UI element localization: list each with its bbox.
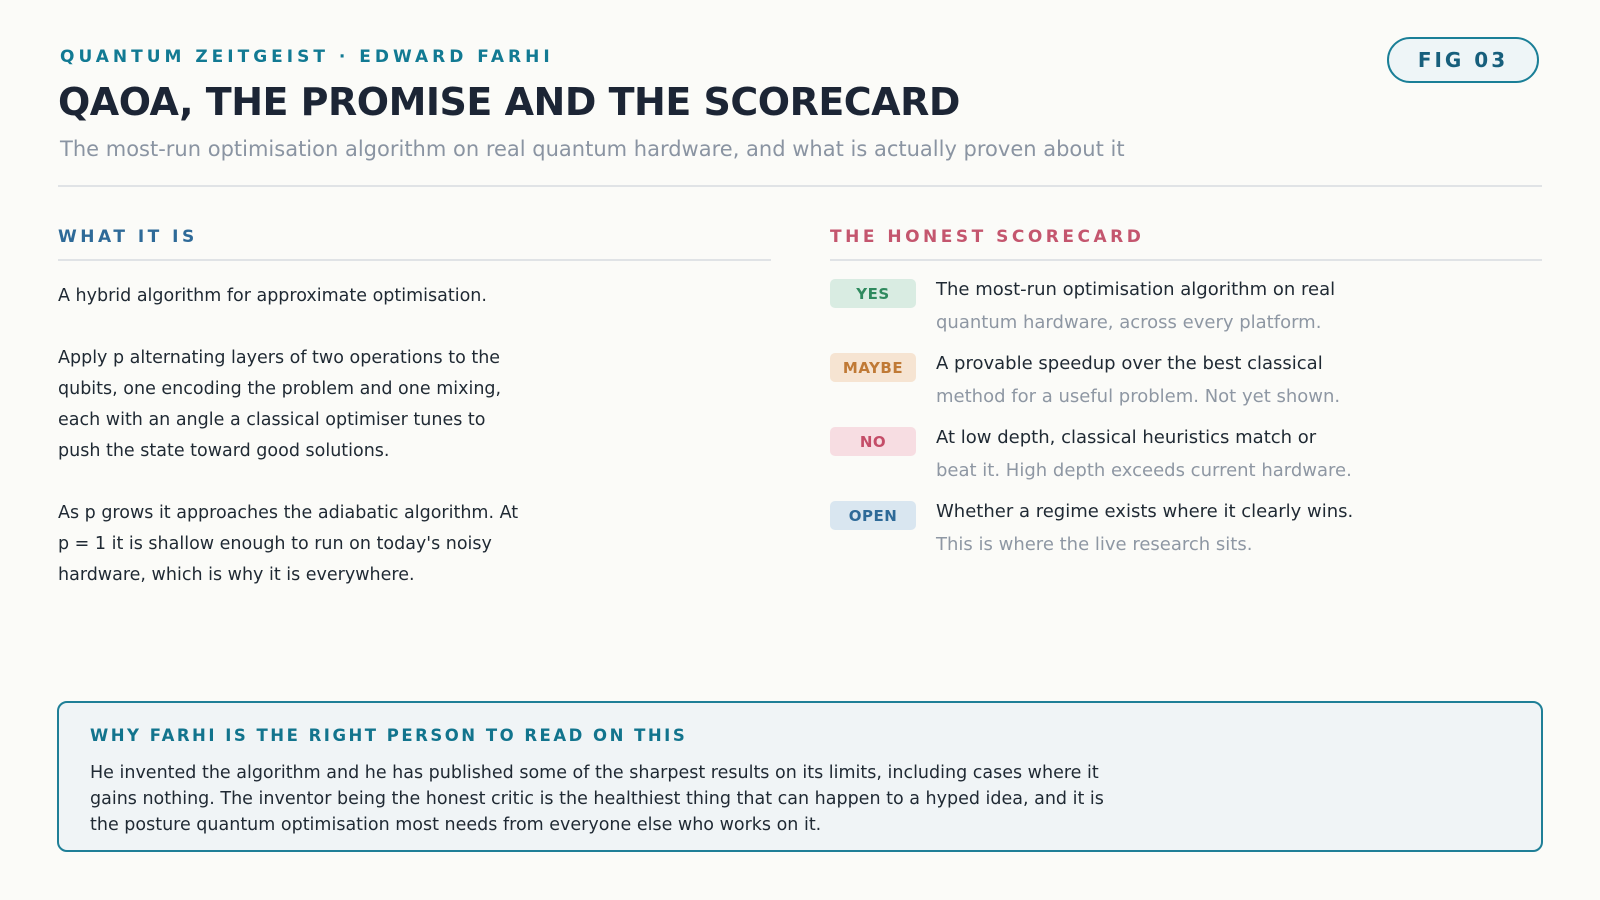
- page-title: QAOA, THE PROMISE AND THE SCORECARD: [58, 80, 960, 124]
- what-it-is-paragraph: As p grows it approaches the adiabatic algorithm. At p = 1 it is shallow enough to run on today's noisy hardware, which is why it is everywhere.: [58, 503, 519, 585]
- scorecard-item-maybe: [830, 351, 1542, 425]
- what-it-is-paragraph: Apply p alternating layers of two operations to the qubits, one encoding the problem and one mixing, each with an angle a classical optimiser tunes to push the state toward good solutions.: [58, 348, 502, 461]
- scorecard-item-main: At low depth, classical heuristics match or: [936, 427, 1317, 448]
- scorecard-divider: [830, 259, 1542, 261]
- scorecard-heading: THE HONEST SCORECARD: [830, 227, 1145, 247]
- yes-tag: YES: [830, 279, 916, 308]
- scorecard-item-main: Whether a regime exists where it clearly wins.: [936, 501, 1354, 522]
- maybe-tag: MAYBE: [830, 353, 916, 382]
- what-it-is-text: [58, 281, 528, 622]
- scorecard-item-main: A provable speedup over the best classical: [936, 353, 1323, 374]
- page-subtitle: The most-run optimisation algorithm on real quantum hardware, and what is actually proven about it: [60, 137, 1125, 161]
- scorecard-item-main: The most-run optimisation algorithm on real: [936, 279, 1336, 300]
- scorecard-item-open: [830, 499, 1542, 573]
- callout-box: [57, 701, 1543, 852]
- callout-body: He invented the algorithm and he has published some of the sharpest results on its limits, including cases where it gains nothing. The inventor being the honest critic is the healthiest thing that can happen to a hyped idea, and it is the posture quantum optimisation most needs from everyone else who works on it.: [90, 763, 1104, 835]
- fig-badge: FIG 03: [1387, 37, 1539, 83]
- kicker: QUANTUM ZEITGEIST · EDWARD FARHI: [60, 47, 554, 67]
- what-it-is-heading: WHAT IT IS: [58, 227, 198, 247]
- scorecard-item-sub: quantum hardware, across every platform.: [936, 312, 1322, 333]
- open-tag: OPEN: [830, 501, 916, 530]
- scorecard-item-sub: beat it. High depth exceeds current hardware.: [936, 460, 1352, 481]
- callout-heading: WHY FARHI IS THE RIGHT PERSON TO READ ON THIS: [90, 726, 688, 745]
- scorecard-item-sub: method for a useful problem. Not yet shown.: [936, 386, 1341, 407]
- what-it-is-divider: [58, 259, 771, 261]
- no-tag: NO: [830, 427, 916, 456]
- scorecard-item-sub: This is where the live research sits.: [936, 534, 1253, 555]
- what-it-is-paragraph: A hybrid algorithm for approximate optimisation.: [58, 286, 487, 306]
- scorecard-list: [830, 277, 1542, 573]
- scorecard-item-no: [830, 425, 1542, 499]
- header-divider: [58, 185, 1542, 187]
- scorecard-item-yes: [830, 277, 1542, 351]
